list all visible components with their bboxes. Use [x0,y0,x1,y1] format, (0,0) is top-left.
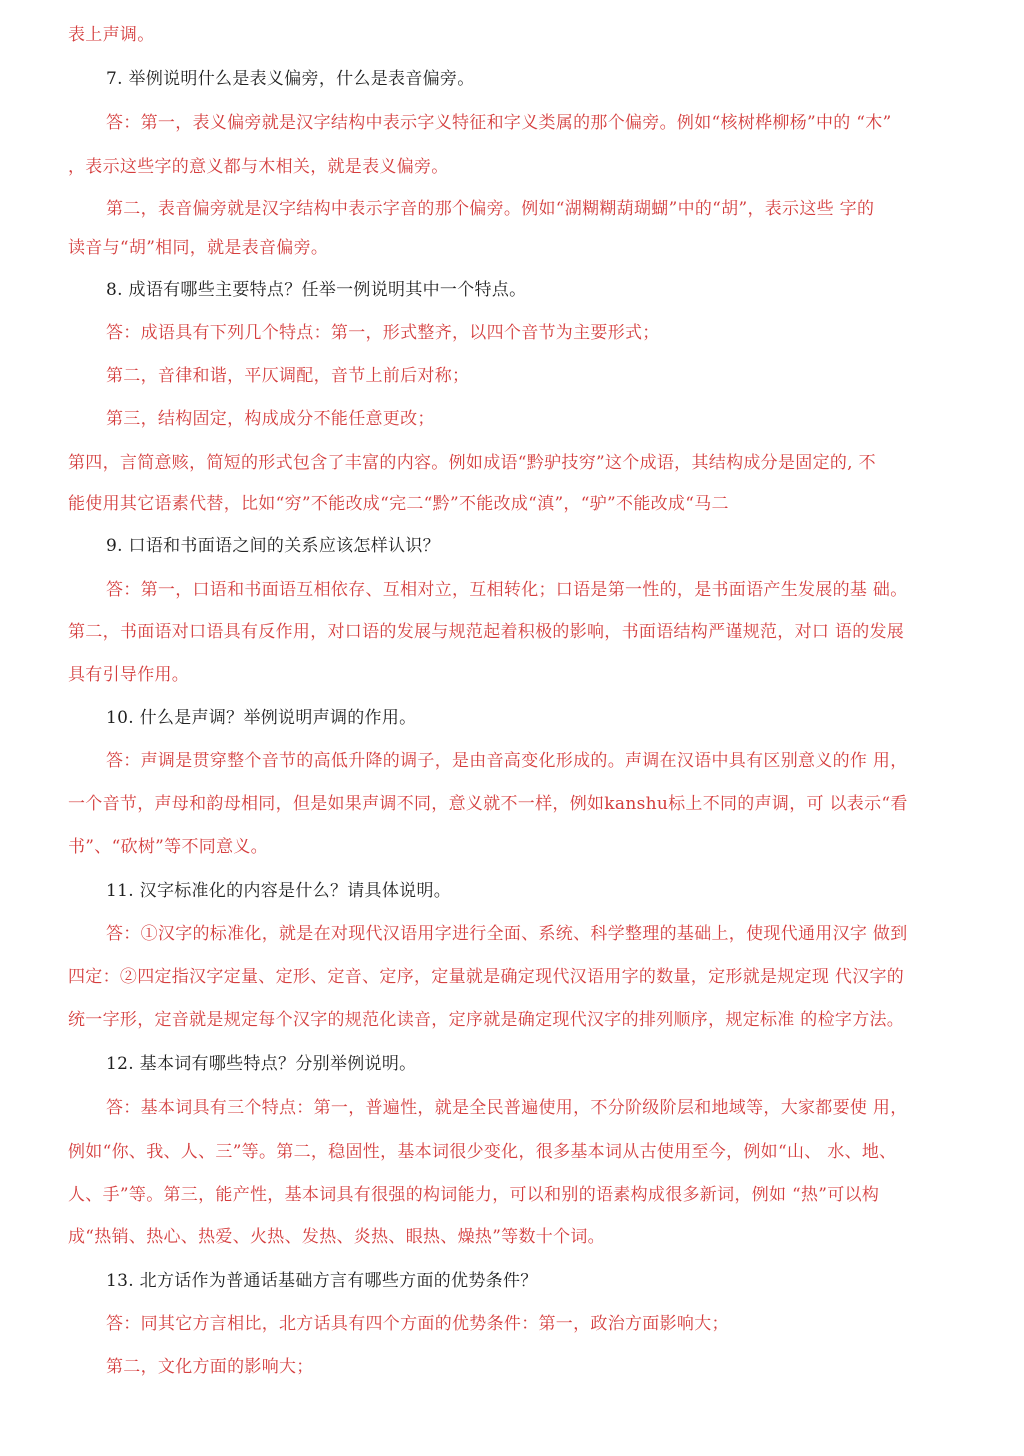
answer-13-line-2: 第二，文化方面的影响大； [106,1357,314,1377]
answer-7-line-3: 第二，表音偏旁就是汉字结构中表示字音的那个偏旁。例如“湖糊糊葫瑚蝴”中的“胡”，表示这些 字的 [106,199,875,219]
answer-7-line-1: 答：第一，表义偏旁就是汉字结构中表示字义特征和字义类属的那个偏旁。例如“核树桦柳杨”中的 “木” [106,113,892,133]
answer-8-line-5: 能使用其它语素代替，比如“穷”不能改成“完二“黔”不能改成“滇”，“驴”不能改成“马二 [68,494,729,514]
answer-12-line-1: 答：基本词具有三个特点：第一，普遍性，就是全民普遍使用，不分阶级阶层和地域等，大家都要使 用， [106,1098,908,1118]
answer-9-line-3: 具有引导作用。 [68,665,190,685]
question-9: 9. 口语和书面语之间的关系应该怎样认识？ [106,536,440,556]
answer-11-line-2: 四定：②四定指汉字定量、定形、定音、定序，定量就是确定现代汉语用字的数量，定形就是规定现 代汉字的 [68,967,905,987]
answer-7-line-4: 读音与“胡”相同，就是表音偏旁。 [68,238,329,258]
question-11: 11. 汉字标准化的内容是什么？请具体说明。 [106,881,452,901]
answer-7-line-2: ，表示这些字的意义都与木相关，就是表义偏旁。 [68,157,449,177]
answer-9-line-1: 答：第一，口语和书面语互相依存、互相对立，互相转化；口语是第一性的，是书面语产生发展的基 础。 [106,580,908,600]
answer-12-line-2: 例如“你、我、人、三”等。第二，稳固性，基本词很少变化，很多基本词从古使用至今，例如“山、 水、地、 [68,1142,897,1162]
answer-8-line-2: 第二，音律和谐，平仄调配，音节上前后对称； [106,366,470,386]
answer-12-line-3: 人、手”等。第三，能产性，基本词具有很强的构词能力，可以和别的语素构成很多新词，例如 “热”可以构 [68,1185,880,1205]
answer-8-line-1: 答：成语具有下列几个特点：第一，形式整齐，以四个音节为主要形式； [106,323,660,343]
answer-11-line-1: 答：①汉字的标准化，就是在对现代汉语用字进行全面、系统、科学整理的基础上，使现代通用汉字 做到 [106,924,908,944]
question-7: 7. 举例说明什么是表义偏旁，什么是表音偏旁。 [106,69,475,89]
question-13: 13. 北方话作为普通话基础方言有哪些方面的优势条件？ [106,1271,538,1291]
question-10: 10. 什么是声调？举例说明声调的作用。 [106,708,417,728]
question-8: 8. 成语有哪些主要特点？任举一例说明其中一个特点。 [106,280,527,300]
answer-line: 表上声调。 [68,25,155,45]
answer-8-line-3: 第三，结构固定，构成成分不能任意更改； [106,409,435,429]
question-12: 12. 基本词有哪些特点？分别举例说明。 [106,1054,417,1074]
answer-9-line-2: 第二，书面语对口语具有反作用，对口语的发展与规范起着积极的影响，书面语结构严谨规范，对口 语的发展 [68,622,905,642]
answer-13-line-1: 答：同其它方言相比，北方话具有四个方面的优势条件：第一，政治方面影响大； [106,1314,729,1334]
answer-10-line-3: 书”、“砍树”等不同意义。 [68,837,268,857]
answer-11-line-3: 统一字形，定音就是规定每个汉字的规范化读音，定序就是确定现代汉字的排列顺序，规定标准 的检字方法。 [68,1010,905,1030]
answer-12-line-4: 成“热销、热心、热爱、火热、发热、炎热、眼热、燥热”等数十个词。 [68,1227,605,1247]
answer-10-line-1: 答：声调是贯穿整个音节的高低升降的调子，是由音高变化形成的。声调在汉语中具有区别意义的作 用， [106,751,908,771]
answer-10-line-2: 一个音节，声母和韵母相同，但是如果声调不同，意义就不一样，例如kanshu标上不同的声调，可 以表示“看 [68,794,908,814]
answer-8-line-4: 第四，言简意赅，简短的形式包含了丰富的内容。例如成语“黔驴技穷”这个成语，其结构成分是固定的, 不 [68,453,876,473]
